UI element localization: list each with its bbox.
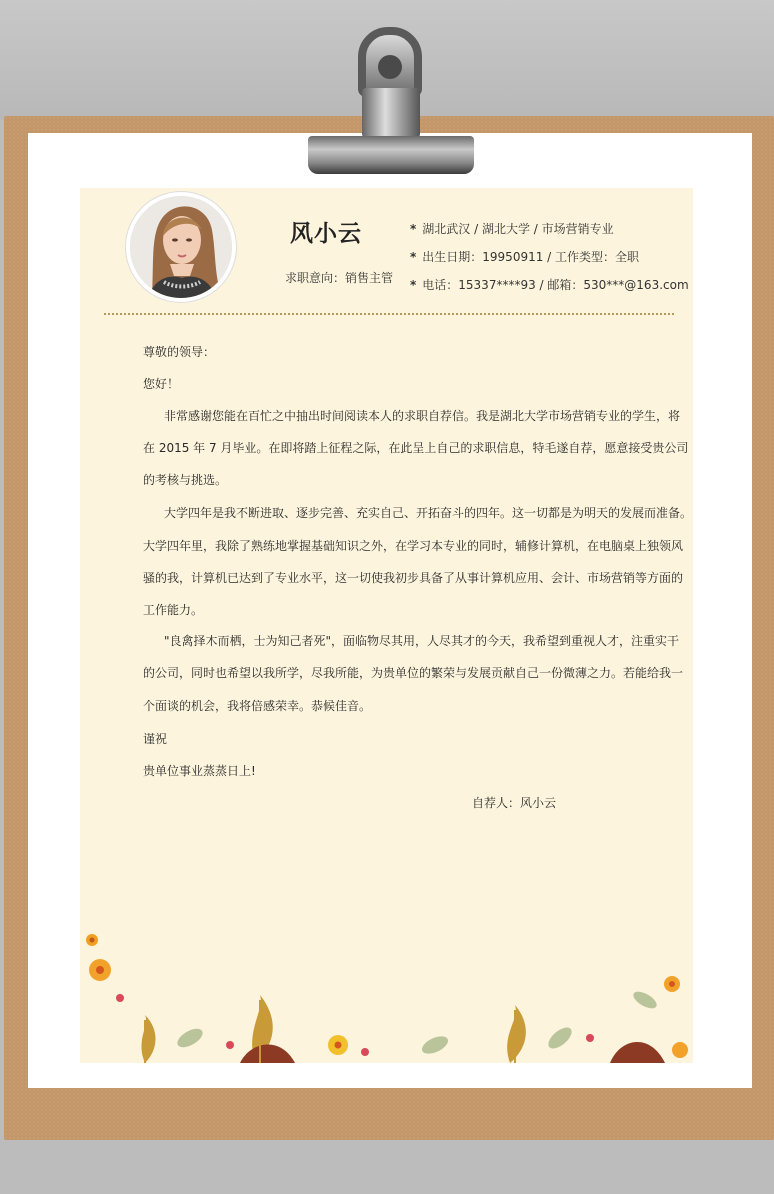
body-line: "良禽择木而栖，士为知己者死"，面临物尽其用，人尽其才的今天，我希望到重视人才，注重实干 [164, 634, 680, 648]
applicant-name: 风小云 [290, 221, 362, 247]
info-line-3 [410, 276, 689, 293]
info-text: 湖北武汉 / 湖北大学 / 市场营销专业 [422, 222, 614, 236]
dotted-divider [104, 313, 674, 315]
body-line: 的考核与挑选。 [143, 473, 228, 487]
leaf-icon [174, 988, 659, 1057]
body-line: 的公司，同时也希望以我所学，尽我所能，为贵单位的繁荣与发展贡献自己一份微薄之力。若能给我一 [143, 666, 684, 680]
greeting: 您好！ [143, 377, 180, 391]
avatar [126, 192, 236, 302]
flower-icon [86, 934, 688, 1058]
info-line-2 [410, 248, 639, 265]
body-line: 大学四年是我不断进取、逐步完善、充实自己、开拓奋斗的四年。这一切都是为明天的发展而准备。 [164, 506, 693, 520]
clip-hole [378, 55, 402, 79]
clip-body [362, 88, 420, 138]
info-line-1 [410, 220, 614, 237]
salutation: 尊敬的领导： [143, 345, 216, 359]
portrait-image [130, 196, 232, 298]
bullet-star-icon: * [410, 222, 417, 236]
info-text: 电话：15337****93 / 邮箱：530***@163.com [422, 278, 689, 292]
body-line: 个面谈的机会，我将倍感荣幸。恭候佳音。 [143, 699, 372, 713]
body-line: 工作能力。 [143, 603, 204, 617]
job-intent: 求职意向：销售主管 [285, 271, 394, 285]
signature: 自荐人：风小云 [472, 796, 557, 810]
leaf-icon [240, 1042, 665, 1063]
bullet-star-icon: * [410, 250, 417, 264]
body-line: 骚的我，计算机已达到了专业水平，这一切使我初步具备了从事计算机应用、会计、市场营销等方面的 [143, 571, 684, 585]
body-line: 非常感谢您能在百忙之中抽出时间阅读本人的求职自荐信。我是湖北大学市场营销专业的学生，将 [164, 409, 681, 423]
closing-wish: 贵单位事业蒸蒸日上! [143, 764, 256, 778]
info-text: 出生日期：19950911 / 工作类型：全职 [422, 250, 640, 264]
body-line: 在 2015 年 7 月毕业。在即将踏上征程之际，在此呈上自己的求职信息，特毛遂自荐，愿意接受贵公司 [143, 441, 689, 455]
floral-decoration [80, 920, 693, 1063]
body-line: 大学四年里，我除了熟练地掌握基础知识之外，在学习本专业的同时，辅修计算机，在电脑桌上独领风 [143, 539, 684, 553]
bullet-star-icon: * [410, 278, 417, 292]
clip-base [308, 136, 474, 174]
closing: 谨祝 [143, 732, 168, 746]
